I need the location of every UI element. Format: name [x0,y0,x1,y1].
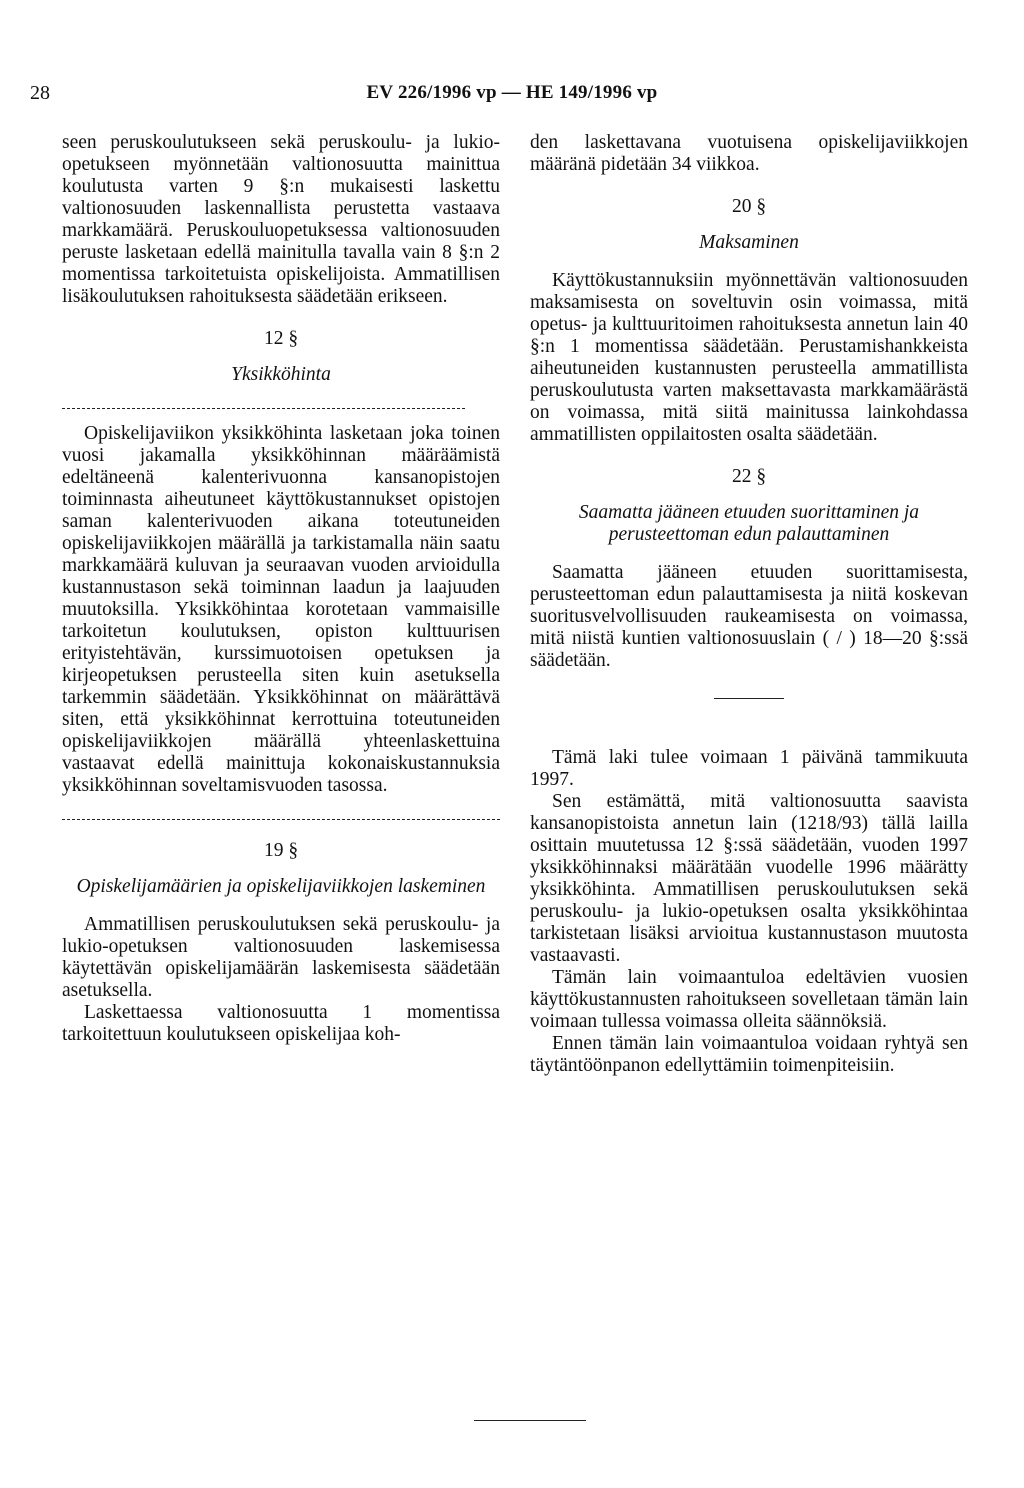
paragraph: Ennen tämän lain voimaantuloa voidaan ryhtyä sen täytäntöönpanon edellyttämiin toimenpiteisiin. [530,1033,968,1076]
end-divider [474,1420,586,1421]
paragraph: Saamatta jääneen etuuden suorittamisesta, perusteettoman edun palauttamisesta ja niitä koskevan suoritusvelvollisuuden raukeamisesta on voimassa, mitä niistä kuntien valtionosuuslain ( / ) 18—20 §:ssä säädetään. [530,562,968,671]
paragraph: Tämä laki tulee voimaan 1 päivänä tammikuuta 1997. [530,747,968,790]
omission-dashes [62,819,500,820]
section-title: Opiskelijamäärien ja opiskelijaviikkojen laskeminen [76,876,486,897]
page-header [0,82,1024,116]
section-title: Maksaminen [699,232,799,253]
paragraph: Tämän lain voimaantuloa edeltävien vuosien käyttökustannusten rahoitukseen sovelletaan tämän lain voimaan tullessa voimassa olleita säännöksiä. [530,967,968,1032]
page-number: 28 [30,82,50,104]
omission-dashes [62,408,465,409]
section-number: 20 § [731,196,767,217]
section-number: 22 § [731,466,767,487]
section-title: Yksikköhinta [231,364,331,385]
paragraph: Laskettaessa valtionosuutta 1 momentissa tarkoitettuun koulutukseen opiskelijaa koh- [62,1002,500,1045]
section-title: Saamatta jääneen etuuden suorittaminen ja perusteettoman edun palauttaminen [578,502,920,545]
running-head: EV 226/1996 vp — HE 149/1996 vp [366,82,658,103]
right-column [530,132,968,1077]
section-number: 12 § [263,328,299,349]
section-divider [714,698,784,699]
paragraph: seen peruskoulutukseen sekä peruskoulu- ja lukio-opetukseen myönnetään valtionosuutta mainittua koulutusta varten 9 §:n mukaisesti laskettu valtionosuuden laskennallista perustetta vastaava markkamäärä. Peruskouluopetuksessa valtionosuuden peruste lasketaan edellä mainitulla tavalla vain 8 §:n 2 momentissa tarkoitetuista opiskelijoista. Ammatillisen lisäkoulutuksen rahoituksesta säädetään erikseen. [62,132,500,307]
paragraph: Ammatillisen peruskoulutuksen sekä peruskoulu- ja lukio-opetuksen valtionosuuden laskemisessa käytettävän opiskelijamäärän laskemisesta säädetään asetuksella. [62,914,500,1001]
left-column [62,132,500,1046]
paragraph: den laskettavana vuotuisena opiskelijaviikkojen määränä pidetään 34 viikkoa. [530,132,968,175]
paragraph: Käyttökustannuksiin myönnettävän valtionosuuden maksamisesta on soveltuvin osin voimassa, mitä opetus- ja kulttuuritoimen rahoituksesta annetun lain 40 §:n 1 momentissa säädetään. Perustamishankkeista aiheutuneiden kustannusten perusteella ammatillista peruskoulutusta varten maksettavasta markkamäärästä on voimassa, mitä siitä mainitussa lainkohdassa ammatillisten oppilaitosten osalta säädetään. [530,270,968,445]
section-number: 19 § [263,840,299,861]
paragraph: Sen estämättä, mitä valtionosuutta saavista kansanopistoista annetun lain (1218/93) tällä lailla osittain muutetussa 12 §:ssä säädetään, vuoden 1997 yksikköhinnaksi määrätään vuodelle 1996 määrätty yksikköhinta. Ammatillisen peruskoulutuksen sekä peruskoulu- ja lukio-opetuksen osalta yksikköhintaa tarkistetaan lisäksi arvioitua kustannustason muutosta vastaavasti. [530,791,968,966]
paragraph: Opiskelijaviikon yksikköhinta lasketaan joka toinen vuosi jakamalla yksikköhinnan määräämistä edeltäneenä kalenterivuonna kansanopistojen toiminnasta aiheutuneet käyttökustannukset opistojen saman kalenterivuoden aikana toteutuneiden opiskelijaviikkojen määrällä ja tarkistamalla näin saatu markkamäärä kuluvan ja seuraavan vuoden arvioidulla kustannustason sekä toiminnan laadun ja laajuuden muutoksilla. Yksikköhintaa korotetaan vammaisille tarkoitetun koulutuksen, opiston kulttuurisen erityistehtävän, kurssimuotoisen opetuksen ja kirjeopetuksen perusteella siten kuin asetuksella tarkemmin säädetään. Yksikköhinnat on määrättävä siten, että yksikköhinnat kerrottuina toteutuneiden opiskelijaviikkojen määrällä yhteenlaskettuina vastaavat edellä mainittuja kokonaiskustannuksia yksikköhinnan soveltamisvuoden tasossa. [62,423,500,796]
